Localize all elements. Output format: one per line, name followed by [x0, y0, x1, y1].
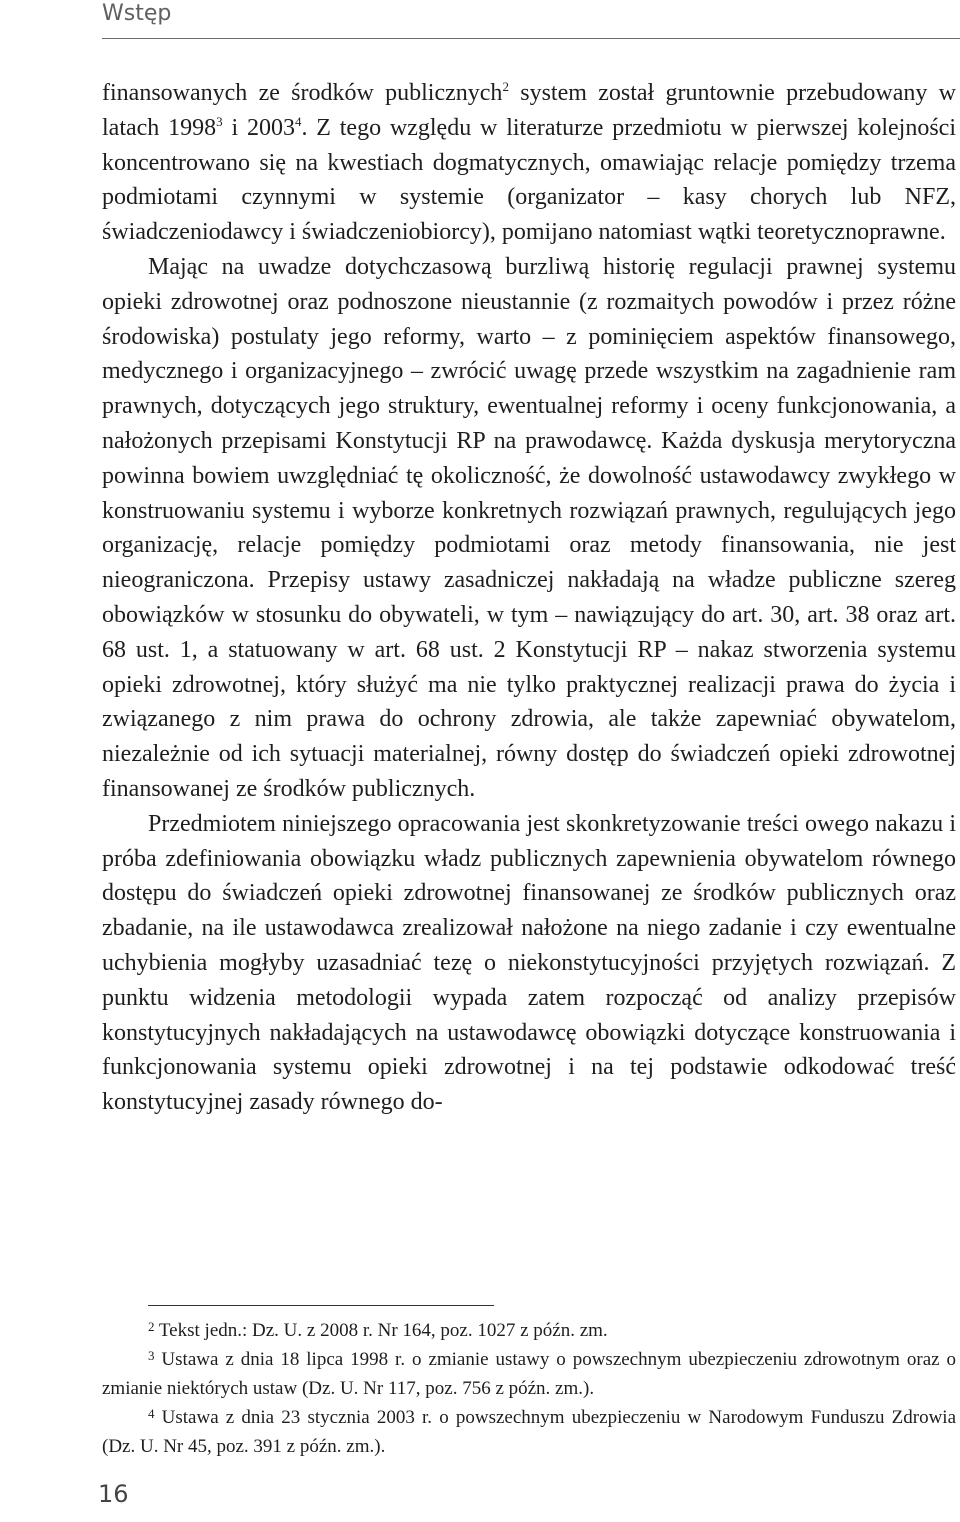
- footnote-text: Ustawa z dnia 23 stycznia 2003 r. o powszechnym ubezpieczeniu w Narodowym Funduszu Zdrowia (Dz. U. Nr 45, poz. 391 z późn. zm.).: [102, 1407, 956, 1457]
- footnote-2: [102, 1316, 956, 1345]
- paragraph-3: Przedmiotem niniejszego opracowania jest skonkretyzowanie treści owego nakazu i próba zdefiniowania obowiązku władz publicznych zapewnienia obywatelom równego dostępu do świadczeń opieki zdrowotnej finansowanej ze środków publicznych oraz zbadanie, na ile ustawodawca zrealizował nałożone na niego zadanie i czy ewentualne uchybienia mogłyby uzasadniać tezę o niekonstytucyjności przyjętych rozwiązań. Z punktu widzenia metodologii wypada zatem rozpocząć od analizy przepisów konstytucyjnych nakładających na ustawodawcę obowiązki dotyczące konstruowania i funkcjonowania systemu opieki zdrowotnej i na tej podstawie odkodować treść konstytucyjnej zasady równego do-: [102, 810, 956, 1116]
- paragraph-1-text-c: i 2003: [222, 114, 295, 141]
- paragraph-1-text-d: . Z tego względu w literaturze przedmiotu w pierwszej kolejności koncentrowano się na kwestiach dogmatycznych, omawiając relacje pomiędzy trzema podmiotami czynnymi w systemie (organizator – kasy chorych lub NFZ, świadczeniodawcy i świadczeniobiorcy), pomijano natomiast wątki teoretycznoprawne.: [102, 114, 957, 246]
- footnote-number: 3: [148, 1348, 155, 1363]
- footnote-separator: [148, 1305, 494, 1306]
- page-number: 16: [98, 1480, 129, 1508]
- paragraph-1-text-a: finansowanych ze środków publicznych: [102, 80, 503, 106]
- paragraph-1: [102, 76, 956, 250]
- footnote-3: [102, 1345, 956, 1403]
- footnote-ref-2[interactable]: 2: [502, 79, 509, 94]
- footnote-number: 2: [148, 1319, 155, 1334]
- paragraph-2: Mając na uwadze dotychczasową burzliwą historię regulacji prawnej systemu opieki zdrowotnej oraz podnoszone nieustannie (z rozmaitych powodów i przez różne środowiska) postulaty jego reformy, warto – z pominięciem aspektów finansowego, medycznego i organizacyjnego – zwrócić uwagę przede wszystkim na zagadnienie ram prawnych, dotyczących jego struktury, ewentualnej reformy i oceny funkcjonowania, a nałożonych przepisami Konstytucji RP na prawodawcę. Każda dyskusja merytoryczna powinna bowiem uwzględniać tę okoliczność, że dowolność ustawodawcy zwykłego w konstruowaniu systemu i wyborze konkretnych rozwiązań prawnych, regulujących jego organizację, relacje pomiędzy podmiotami oraz metody finansowania, nie jest nieograniczona. Przepisy ustawy zasadniczej nakładają na władze publiczne szereg obowiązków w stosunku do obywateli, w tym – nawiązujący do art. 30, art. 38 oraz art. 68 ust. 1, a statuowany w art. 68 ust. 2 Konstytucji RP – nakaz stworzenia systemu opieki zdrowotnej, który służyć ma nie tylko praktycznej realizacji prawa do życia i związanego z nim prawa do ochrony zdrowia, ale także zapewniać obywatelom, niezależnie od ich sytuacji materialnej, równy dostęp do świadczeń opieki zdrowotnej finansowanej ze środków publicznych.: [102, 253, 956, 802]
- footnote-number: 4: [148, 1406, 155, 1421]
- footnote-text: Tekst jedn.: Dz. U. z 2008 r. Nr 164, poz. 1027 z późn. zm.: [154, 1320, 608, 1341]
- running-title: Wstęp: [102, 1, 172, 26]
- header-rule: [102, 38, 960, 39]
- footnote-ref-4[interactable]: 4: [294, 113, 302, 129]
- footnote-ref-3[interactable]: 3: [216, 113, 223, 129]
- footnote-text: Ustawa z dnia 18 lipca 1998 r. o zmianie ustawy o powszechnym ubezpieczeniu zdrowotnym oraz o zmianie niektórych ustaw (Dz. U. Nr 117, poz. 756 z późn. zm.).: [102, 1349, 956, 1399]
- footnote-4: [102, 1403, 956, 1461]
- paragraph-1-text-b: system został gruntownie przebudowany w latach 1998: [102, 80, 956, 141]
- main-text: [102, 76, 956, 1120]
- footnotes: [102, 1316, 956, 1461]
